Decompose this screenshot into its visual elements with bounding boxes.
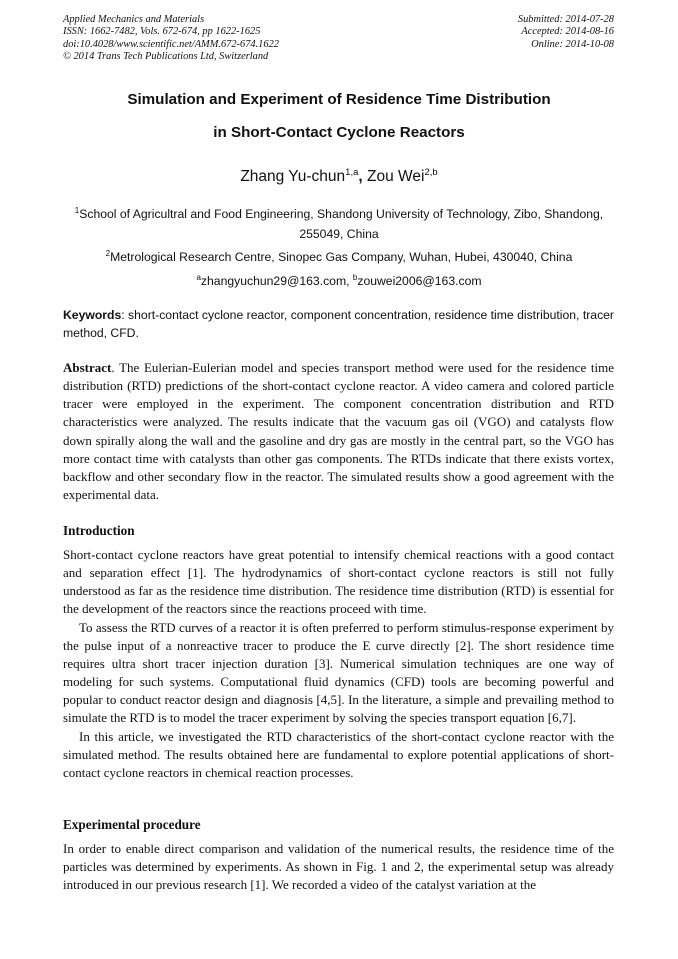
experimental-body xyxy=(63,840,614,894)
submitted-date: Submitted: 2014-07-28 xyxy=(517,14,614,25)
introduction-body xyxy=(63,546,614,782)
paper-title-line-1: Simulation and Experiment of Residence Time Distribution xyxy=(127,91,551,108)
abstract xyxy=(63,359,614,504)
email-2-sup: b xyxy=(352,273,358,282)
journal-name: Applied Mechanics and Materials xyxy=(63,14,205,25)
email-separator: , xyxy=(346,274,353,288)
affiliation-1-sup: 1 xyxy=(74,206,80,215)
author-2-name: Zou Wei xyxy=(367,168,425,185)
journal-header-left xyxy=(63,14,279,64)
affiliation-2-sup: 2 xyxy=(105,249,111,258)
journal-copyright: © 2014 Trans Tech Publications Ltd, Switzerland xyxy=(63,51,269,63)
experimental-paragraph-1: In order to enable direct comparison and validation of the numerical results, the residence time of the particles was determined by experiments. As shown in Fig. 1 and 2, the experimental setup was already introduced in our previous research [1]. We recorded a video of the catalyst variation at the xyxy=(63,841,614,893)
author-1-name: Zhang Yu-chun xyxy=(240,168,346,185)
author-1-sup: 1,a xyxy=(345,167,359,178)
email-1[interactable]: zhangyuchun29@163.com xyxy=(200,274,347,288)
author-2-sup: 2,b xyxy=(424,167,438,178)
journal-issn: ISSN: 1662-7482, Vols. 672-674, pp 1622-1625 xyxy=(63,26,261,38)
email-1-sup: a xyxy=(196,273,201,282)
journal-doi: doi:10.4028/www.scientific.net/AMM.672-674.1622 xyxy=(63,38,279,50)
experimental-heading: Experimental procedure xyxy=(63,817,201,832)
email-2[interactable]: zouwei2006@163.com xyxy=(357,274,482,288)
paper-title-line-2: in Short-Contact Cyclone Reactors xyxy=(213,124,465,141)
journal-header-right xyxy=(518,14,614,51)
affiliation-2 xyxy=(63,244,615,267)
keywords-text: : short-contact cyclone reactor, component concentration, residence time distribution, tracer method, CFD. xyxy=(63,308,614,340)
online-date: Online: 2014-10-08 xyxy=(531,38,614,50)
introduction-paragraph-1: Short-contact cyclone reactors have great potential to intensify chemical reactions with a good contact and separation effect [1]. The hydrodynamics of short-contact cyclone reactors is still not fully understood as far as the residence time distribution. The residence time distribution (RTD) is essential for the development of the reactors since the reactions proceed with time. xyxy=(63,547,614,617)
author-line xyxy=(0,167,678,186)
introduction-paragraph-3: In this article, we investigated the RTD characteristics of the short-contact cyclone reactor with the simulated method. The results obtained here are fundamental to explore potential applications of short-contact cyclone reactors in chemical reaction processes. xyxy=(63,728,614,780)
affiliation-1 xyxy=(63,201,615,244)
affiliation-1-text: School of Agricultral and Food Engineering, Shandong University of Technology, Zibo, Shandong, 255049, China xyxy=(79,207,604,241)
accepted-date: Accepted: 2014-08-16 xyxy=(521,26,614,38)
abstract-label: Abstract xyxy=(63,360,112,375)
introduction-paragraph-2: To assess the RTD curves of a reactor it is often preferred to perform stimulus-response experiment by the pulse input of a nonreactive tracer to produce the E curve directly [2]. The short residence time requires ultra short tracer injection duration [3]. Numerical simulation techniques are one way of modeling for such systems. Computational fluid dynamics (CFD) tools are becoming powerful and popular to conduct reactor design and diagnosis [4,5]. In the literature, a simple and prevailing method to simulate the RTD is to model the tracer experiment by solving the species transport equation [6,7]. xyxy=(63,619,614,726)
keywords xyxy=(63,306,614,342)
introduction-heading: Introduction xyxy=(63,523,135,538)
affiliation-2-text: Metrological Research Centre, Sinopec Gas Company, Wuhan, Hubei, 430040, China xyxy=(110,250,573,264)
abstract-text: . The Eulerian-Eulerian model and species transport method were used for the residence time distribution (RTD) predictions of the short-contact cyclone reactor. A video camera and colored particle tracer were employed in the experiment. The component concentration distribution and RTD characteristics were analyzed. The results indicate that the vacuum gas oil (VGO) and catalysts flow down spirally along the wall and the gasoline and dry gas are mostly in the central part, so the VGO has more contact time with catalysts than other gas components. The RTDs indicate that there exists vortex, backflow and other secondary flow in the reactor. The simulated results show a good agreement with the experimental data. xyxy=(63,360,614,503)
author-separator: , xyxy=(358,168,368,185)
keywords-label: Keywords xyxy=(63,308,122,322)
email-line xyxy=(63,268,615,291)
